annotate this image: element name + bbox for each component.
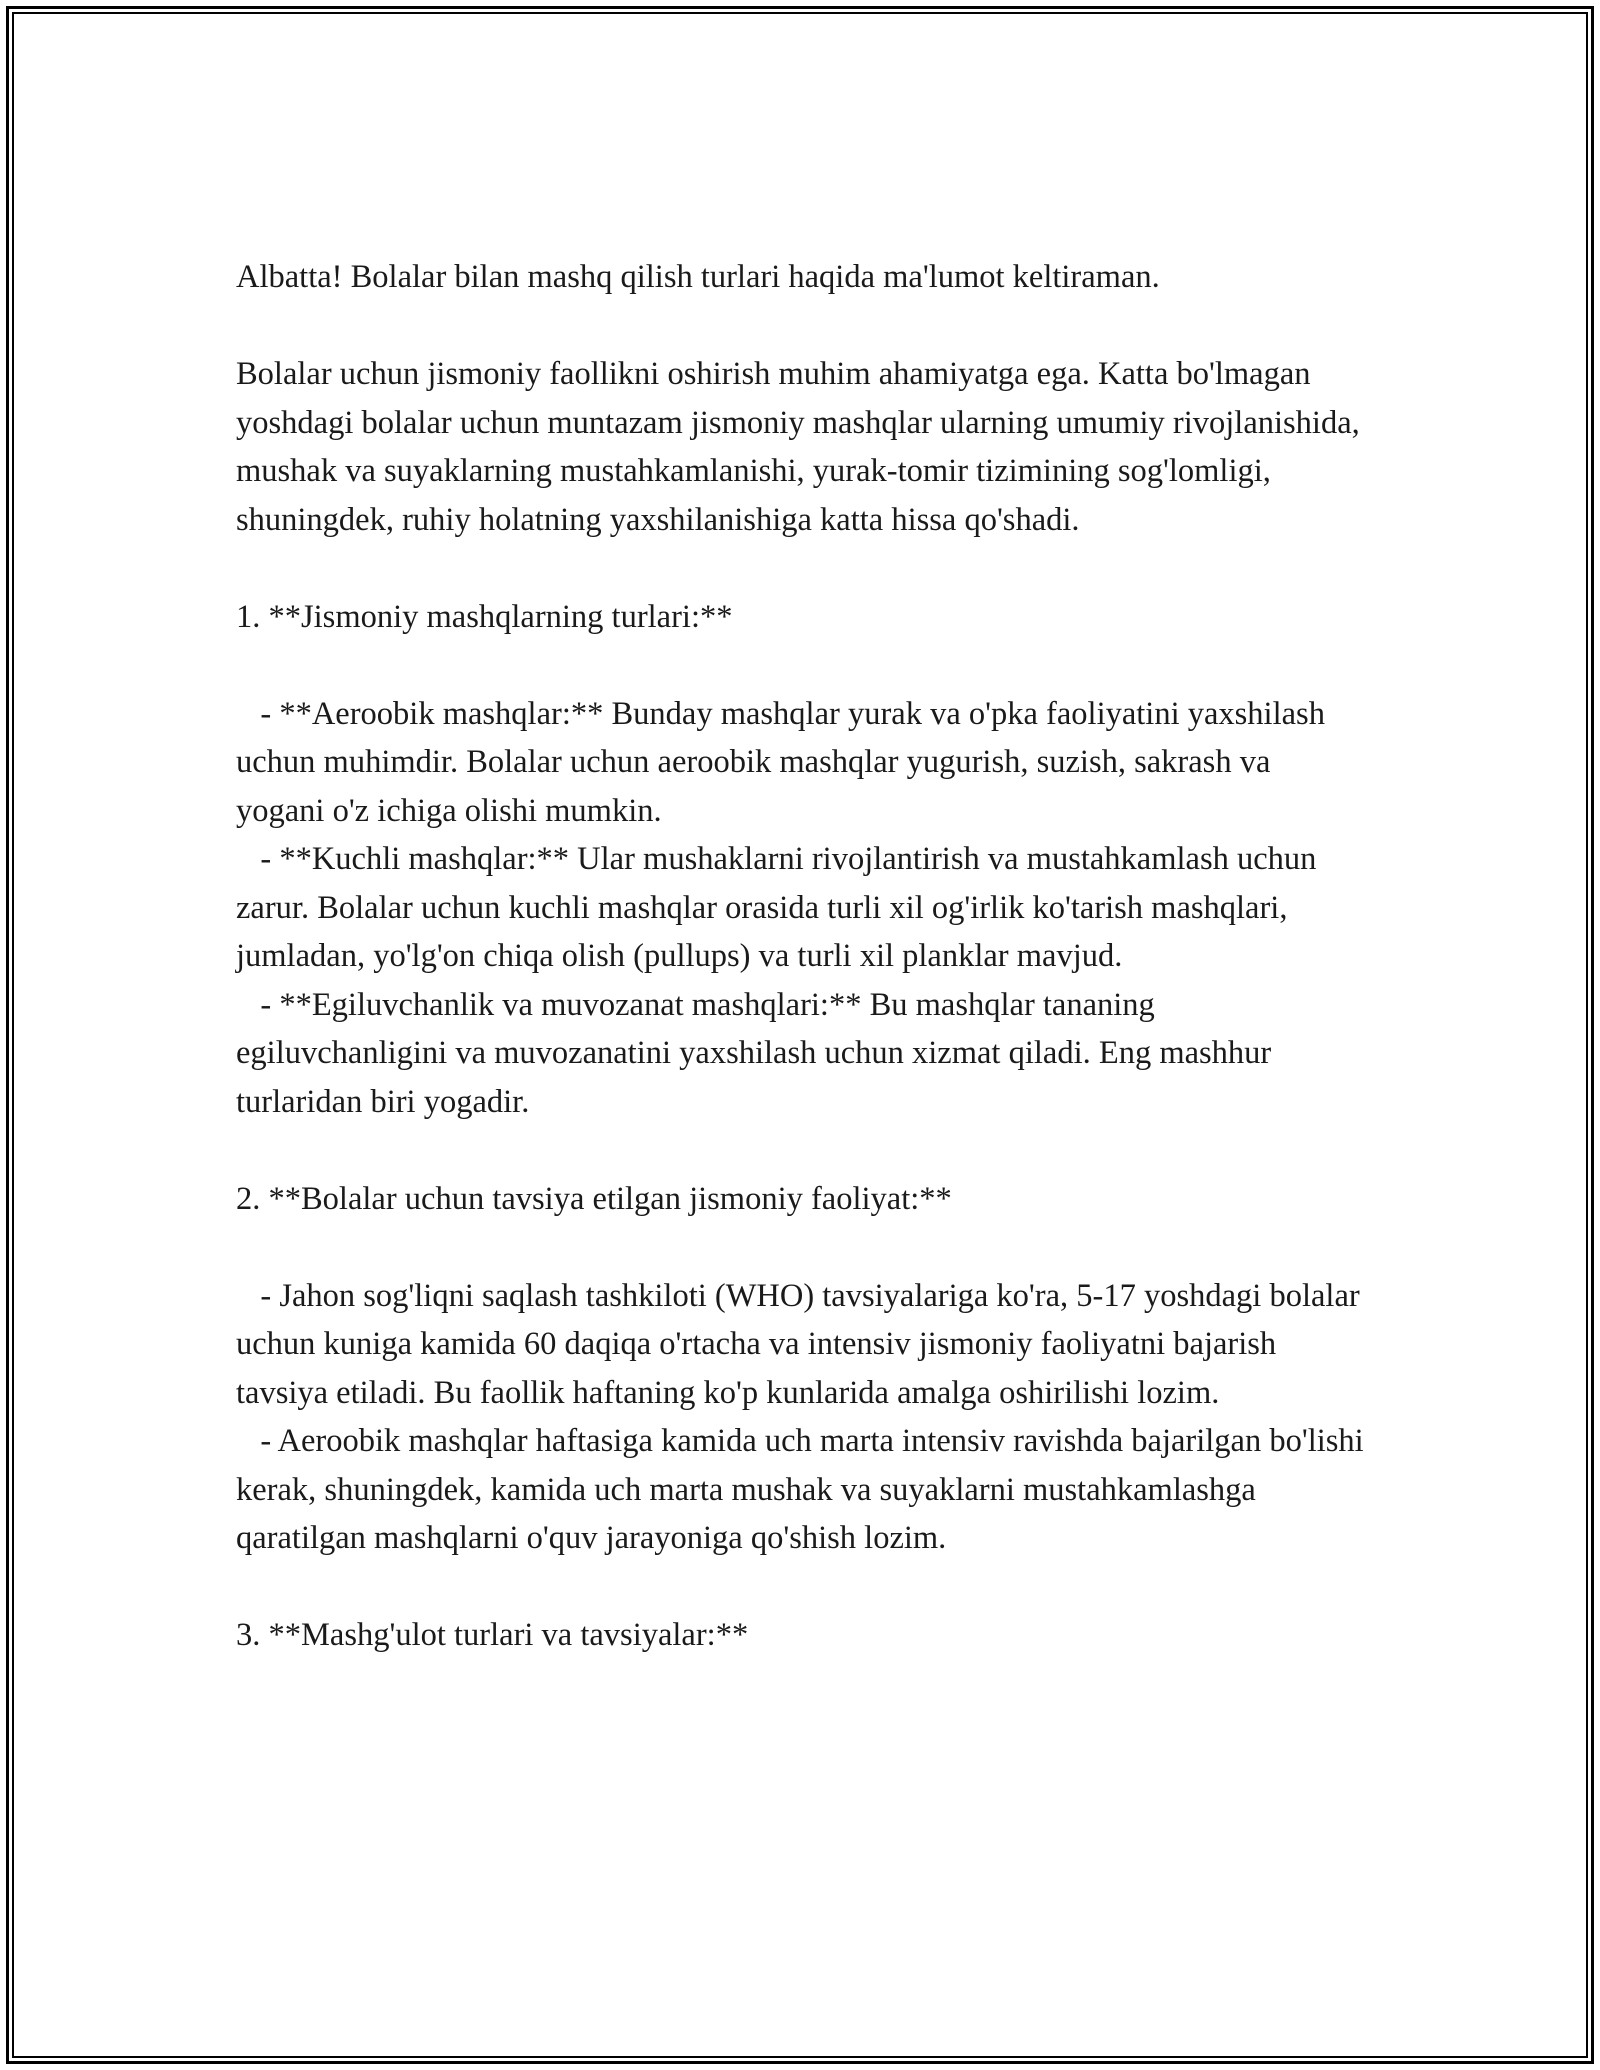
section-3-heading: 3. **Mashg'ulot turlari va tavsiyalar:**: [236, 1617, 749, 1653]
paragraph-1: Bolalar uchun jismoniy faollikni oshirish muhim ahamiyatga ega. Katta bo'lmagan yoshdagi bolalar uchun muntazam jismoniy mashqlar ularning umumiy rivojlanishida, mushak va suyaklarning mustahkamlanishi, yurak-tomir tizimining sog'lomligi, shuningdek, ruhiy holatning yaxshilanishiga katta hissa qo'shadi.: [236, 356, 1360, 538]
list-item: - **Aeroobik mashqlar:** Bunday mashqlar yurak va o'pka faoliyatini yaxshilash uchun muhimdir. Bolalar uchun aeroobik mashqlar yugurish, suzish, sakrash va yogani o'z ichiga olishi mumkin.: [236, 695, 1325, 829]
section-1-list: [236, 690, 1366, 1127]
list-item: - Aeroobik mashqlar haftasiga kamida uch marta intensiv ravishda bajarilgan bo'lishi kerak, shuningdek, kamida uch marta mushak va suyaklarni mustahkamlashga qaratilgan mashqlarni o'quv jarayoniga qo'shish lozim.: [236, 1423, 1364, 1556]
list-item: - **Egiluvchanlik va muvozanat mashqlari:** Bu mashqlar tananing egiluvchanligini va muvozanatini yaxshilash uchun xizmat qiladi. Eng mashhur turlaridan biri yogadir.: [236, 986, 1272, 1120]
section-2-list: [236, 1272, 1366, 1563]
list-item: - **Kuchli mashqlar:** Ular mushaklarni rivojlantirish va mustahkamlash uchun zarur. Bolalar uchun kuchli mashqlar orasida turli xil og'irlik ko'tarish mashqlari, jumladan, yo'lg'on chiqa olish (pullups) va turli xil planklar mavjud.: [236, 841, 1317, 974]
document-body: [236, 253, 1366, 1708]
list-item: - Jahon sog'liqni saqlash tashkiloti (WHO) tavsiyalariga ko'ra, 5-17 yoshdagi bolalar uchun kuniga kamida 60 daqiqa o'rtacha va intensiv jismoniy faoliyatni bajarish tavsiya etiladi. Bu faollik haftaning ko'p kunlarida amalga oshirilishi lozim.: [236, 1277, 1360, 1411]
section-2-heading: 2. **Bolalar uchun tavsiya etilgan jismoniy faoliyat:**: [236, 1180, 952, 1217]
section-1-heading: 1. **Jismoniy mashqlarning turlari:**: [236, 598, 733, 635]
intro-text: Albatta! Bolalar bilan mashq qilish turlari haqida ma'lumot keltiraman.: [236, 259, 1160, 295]
